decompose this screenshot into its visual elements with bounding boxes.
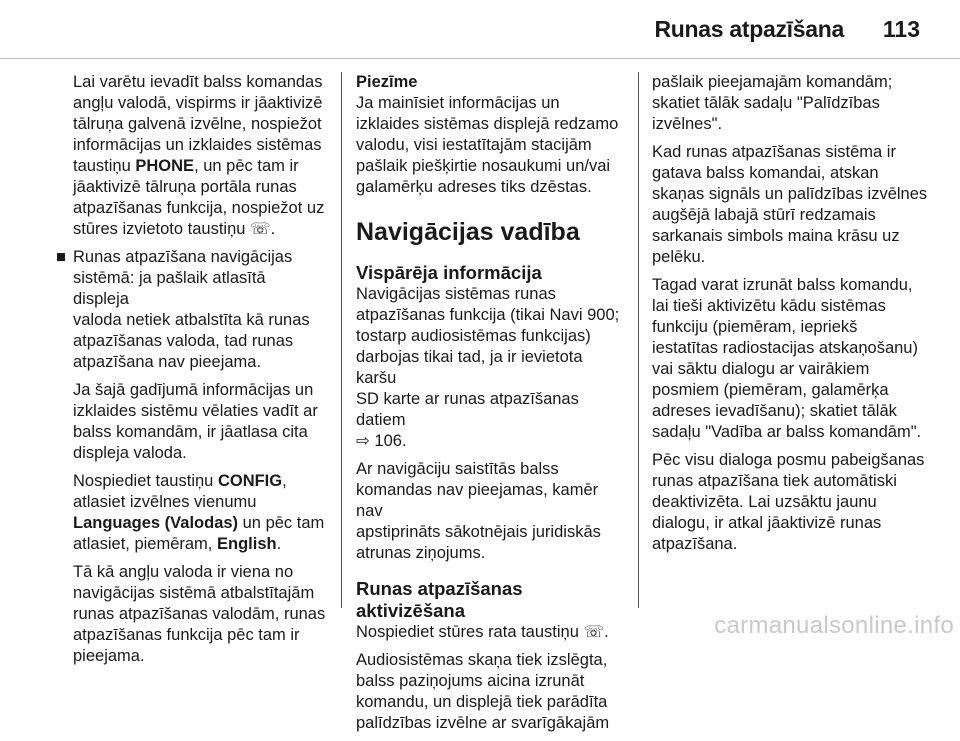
text-line: ,	[282, 472, 287, 490]
text-line: Kad runas atpazīšanas sistēma ir	[652, 143, 896, 161]
paragraph-navi-900	[356, 284, 626, 452]
text-line: galamērķu adreses tiks dzēstas.	[356, 178, 592, 196]
bullet-square-icon: ■	[56, 248, 66, 266]
note-title: Piezīme	[356, 73, 418, 91]
text-line: atpazīšanas funkcija (tikai Navi 900;	[356, 306, 620, 324]
page-reference: ⇨ 106.	[356, 432, 407, 450]
text-line: pelēku.	[652, 248, 706, 266]
header-rule	[0, 58, 960, 59]
column-divider-2	[638, 72, 639, 608]
text-line: sadaļu "Vadība ar balss komandām".	[652, 423, 922, 441]
column-divider-1	[341, 72, 342, 608]
phone-key-label: PHONE	[135, 157, 195, 175]
text-line: Lai varētu ievadīt balss komandas	[73, 73, 323, 91]
text-line: atpazīšana.	[652, 535, 738, 553]
page-title: Runas atpazīšana	[654, 16, 844, 42]
subheading-activation	[356, 578, 626, 622]
text-line: jāaktivizē tālruņa portāla runas	[73, 178, 297, 196]
text-line: angļu valodā, vispirms ir jāaktivizē	[73, 94, 323, 112]
paragraph-press-wheel-key: Nospiediet stūres rata taustiņu ☏.	[356, 623, 609, 641]
text-line: posmiem (piemēram, galamērķa	[652, 381, 889, 399]
paragraph-disclaimer	[356, 459, 626, 564]
text-line: Runas atpazīšanas	[356, 578, 523, 599]
paragraph-auto-deactivate	[652, 450, 948, 555]
text-line: balss paziņojums aicina izrunāt	[356, 672, 585, 690]
column-1	[56, 72, 326, 674]
text-line: stūres izvietoto taustiņu ☏.	[73, 220, 276, 238]
text-line: Tagad varat izrunāt balss komandu,	[652, 276, 913, 294]
text-line: runas atpazīšanas valodām, runas	[73, 605, 326, 623]
text-line: Navigācijas sistēmas runas	[356, 285, 556, 303]
text-line: taustiņu	[73, 157, 136, 175]
text-line: .	[276, 535, 282, 553]
paragraph-phone-activation	[56, 72, 326, 240]
text-line: atpazīšana nav pieejama.	[73, 353, 262, 371]
text-line: tostarp audiosistēmas funkcijas)	[356, 327, 591, 345]
paragraph-config-steps	[56, 471, 326, 555]
section-heading-navigation: Navigācijas vadība	[356, 218, 580, 246]
text-line: skaņas signāls un palīdzības izvēlnes	[652, 185, 928, 203]
text-line: komandu, un displejā tiek parādīta	[356, 693, 608, 711]
text-line: funkciju (piemēram, iepriekš	[652, 318, 858, 336]
text-line: deaktivizēta. Lai uzsāktu jaunu	[652, 493, 877, 511]
text-line: displeja valoda.	[73, 444, 187, 462]
text-line: balss komandām, ir jāatlasa cita	[73, 423, 308, 441]
text-line: sarkanais simbols maina krāsu uz	[652, 227, 900, 245]
text-line: sistēmā: ja pašlaik atlasītā displeja	[73, 269, 266, 308]
text-line: pašlaik piešķirtie nosaukumi un/vai	[356, 157, 611, 175]
text-line: dialogu, ir atkal jāaktivizē runas	[652, 514, 882, 532]
text-line: informācijas un izklaides sistēmas	[73, 136, 322, 154]
text-line: Nospiediet taustiņu	[73, 472, 218, 490]
english-option-label: English	[216, 535, 277, 553]
languages-menu-label: Languages (Valodas)	[73, 514, 239, 532]
text-line: valoda netiek atbalstīta kā runas	[73, 311, 310, 329]
paragraph-display-language	[56, 380, 326, 464]
text-line: Runas atpazīšana navigācijas	[73, 248, 293, 266]
text-line: atpazīšanas funkcija pēc tam ir	[73, 626, 300, 644]
paragraph-ready-signal	[652, 142, 948, 268]
text-line: komandas nav pieejamas, kamēr nav	[356, 481, 599, 520]
paragraph-speak-command	[652, 275, 948, 443]
paragraph-help-menu	[652, 72, 948, 135]
text-line: Ja mainīsiet informācijas un	[356, 94, 560, 112]
text-line: SD karte ar runas atpazīšanas datiem	[356, 390, 579, 429]
text-line: valodu, visi iestatītajām stacijām	[356, 136, 592, 154]
text-line: pašlaik pieejamajām komandām;	[652, 73, 893, 91]
bullet-item-navigation	[56, 247, 326, 373]
text-line: adreses ievadīšanu); skatiet tālāk	[652, 402, 897, 420]
watermark: carmanualsonline.info	[714, 612, 954, 639]
text-line: runas atpazīšana tiek automātiski	[652, 472, 897, 490]
text-line: Ja šajā gadījumā informācijas un	[73, 381, 314, 399]
subheading-general-info: Vispārēja informācija	[356, 262, 542, 283]
column-2	[356, 72, 626, 741]
note-body	[356, 93, 626, 198]
text-line: atpazīšanas funkcija, nospiežot uz	[73, 199, 325, 217]
text-line: palīdzības izvēlne ar svarīgākajām	[356, 714, 610, 732]
text-line: pieejama.	[73, 647, 145, 665]
text-line: izvēlnes".	[652, 115, 723, 133]
text-line: izklaides sistēmu vēlaties vadīt ar	[73, 402, 318, 420]
text-line: atrunas ziņojums.	[356, 544, 486, 562]
text-line: Pēc visu dialoga posmu pabeigšanas	[652, 451, 925, 469]
page-header	[0, 0, 960, 58]
text-line: Tā kā angļu valoda ir viena no	[73, 563, 294, 581]
text-line: , un pēc tam ir	[194, 157, 299, 175]
config-key-label: CONFIG	[217, 472, 283, 490]
text-line: navigācijas sistēmā atbalstītajām	[73, 584, 315, 602]
text-line: aktivizēšana	[356, 600, 466, 621]
text-line: atlasiet izvēlnes vienumu	[73, 493, 257, 511]
text-line: atlasiet, piemēram,	[73, 535, 217, 553]
page-number: 113	[882, 16, 920, 42]
text-line: skatiet tālāk sadaļu "Palīdzības	[652, 94, 880, 112]
paragraph-audio-muted	[356, 650, 626, 734]
text-line: lai tieši aktivizētu kādu sistēmas	[652, 297, 886, 315]
text-line: darbojas tikai tad, ja ir ievietota karšu	[356, 348, 583, 387]
text-line: Audiosistēmas skaņa tiek izslēgta,	[356, 651, 608, 669]
text-line: Ar navigāciju saistītās balss	[356, 460, 559, 478]
text-line: izklaides sistēmas displejā redzamo	[356, 115, 619, 133]
text-line: augšējā labajā stūrī redzamais	[652, 206, 876, 224]
paragraph-english-supported	[56, 562, 326, 667]
text-line: vai sāktu dialogu ar vairākiem	[652, 360, 870, 378]
text-line: tālruņa galvenā izvēlne, nospiežot	[73, 115, 322, 133]
text-line: un pēc tam	[238, 514, 325, 532]
text-line: atpazīšanas valoda, tad runas	[73, 332, 294, 350]
column-3	[652, 72, 948, 562]
text-line: iestatītas radiostacijas atskaņošanu)	[652, 339, 918, 357]
text-line: gatava balss komandai, atskan	[652, 164, 879, 182]
text-line: apstiprināts sākotnējais juridiskās	[356, 523, 601, 541]
